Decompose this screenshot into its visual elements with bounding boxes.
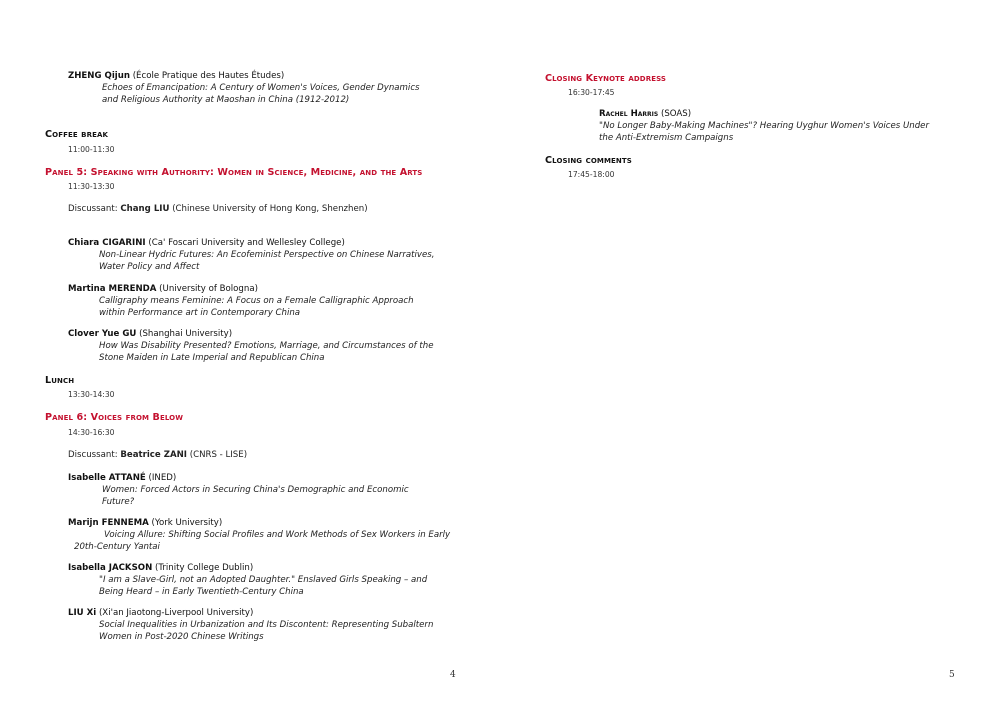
- closing-keynote-heading: Closing Keynote address: [545, 73, 667, 84]
- speaker-affiliation: (University of Bologna): [156, 284, 258, 294]
- speaker-entry: [68, 473, 176, 483]
- talk-title-line: "No Longer Baby-Making Machines"? Hearing Uyghur Women's Voices Under: [599, 121, 929, 131]
- speaker-affiliation: (SOAS): [658, 109, 692, 119]
- discussant-name: Beatrice ZANI: [120, 450, 187, 460]
- talk-title-line: Stone Maiden in Late Imperial and Republican China: [99, 353, 325, 363]
- talk-title-line: 20th-Century Yantai: [74, 542, 160, 552]
- talk-title-line: "I am a Slave-Girl, not an Adopted Daughter." Enslaved Girls Speaking – and: [99, 575, 428, 585]
- talk-title-line: Women: Forced Actors in Securing China's Demographic and Economic: [102, 485, 409, 495]
- talk-title-line: Echoes of Emancipation: A Century of Women's Voices, Gender Dynamics: [102, 83, 420, 93]
- speaker-affiliation: (Xi'an Jiaotong-Liverpool University): [96, 608, 254, 618]
- speaker-name: ZHENG Qijun: [68, 71, 130, 81]
- speaker-name: Marijn FENNEMA: [68, 518, 149, 528]
- speaker-entry: [68, 563, 253, 573]
- speaker-name: Isabelle ATTANÉ: [68, 473, 146, 483]
- page-number: 5: [949, 670, 955, 680]
- talk-title-line: Being Heard – in Early Twentieth-Century China: [99, 587, 304, 597]
- talk-title-line: How Was Disability Presented? Emotions, Marriage, and Circumstances of the: [99, 341, 434, 351]
- closing-comments-heading: Closing comments: [545, 155, 632, 166]
- talk-title-line: Water Policy and Affect: [99, 262, 200, 272]
- page-number: 4: [450, 670, 456, 680]
- talk-title-line: Social Inequalities in Urbanization and Its Discontent: Representing Subaltern: [99, 620, 434, 630]
- coffee-break-time: 11:00-11:30: [68, 145, 115, 154]
- speaker-entry: [68, 608, 253, 618]
- speaker-affiliation: (École Pratique des Hautes Études): [129, 71, 285, 81]
- right-page: [500, 0, 1000, 709]
- talk-title-line: Non-Linear Hydric Futures: An Ecofeminist Perspective on Chinese Narratives,: [99, 250, 435, 260]
- panel-5-discussant: [68, 204, 368, 214]
- speaker-name: Martina MERENDA: [68, 284, 157, 294]
- talk-title-line: Women in Post-2020 Chinese Writings: [99, 632, 264, 642]
- lunch-time: 13:30-14:30: [68, 390, 115, 399]
- speaker-entry: [68, 329, 232, 339]
- talk-title-line: within Performance art in Contemporary China: [99, 308, 301, 318]
- discussant-affiliation: (Chinese University of Hong Kong, Shenzhen): [169, 204, 368, 214]
- talk-title-line: Future?: [102, 497, 135, 507]
- speaker-affiliation: (Ca' Foscari University and Wellesley College): [145, 238, 345, 248]
- speaker-affiliation: (York University): [148, 518, 223, 528]
- speaker-entry: [68, 238, 345, 248]
- discussant-affiliation: (CNRS - LISE): [186, 450, 248, 460]
- speaker-name: LIU Xi: [68, 608, 97, 618]
- keynote-speaker: [599, 109, 691, 119]
- panel-5-time: 11:30-13:30: [68, 182, 115, 191]
- speaker-name-zheng: [68, 71, 284, 81]
- closing-comments-time: 17:45-18:00: [568, 170, 615, 179]
- talk-title-line: Calligraphy means Feminine: A Focus on a Female Calligraphic Approach: [99, 296, 414, 306]
- speaker-affiliation: (INED): [145, 473, 177, 483]
- coffee-break-heading: Coffee break: [45, 129, 109, 140]
- speaker-name: Clover Yue GU: [68, 329, 137, 339]
- panel-5-heading: Panel 5: Speaking with Authority: Women in Science, Medicine, and the Arts: [45, 167, 423, 178]
- panel-6-time: 14:30-16:30: [68, 428, 115, 437]
- panel-6-discussant: [68, 450, 247, 460]
- panel-6-heading: Panel 6: Voices from Below: [45, 412, 184, 423]
- speaker-entry: [68, 284, 258, 294]
- speaker-entry: [68, 518, 222, 528]
- discussant-label: Discussant:: [68, 450, 121, 460]
- discussant-label: Discussant:: [68, 204, 121, 214]
- talk-title-line: Voicing Allure: Shifting Social Profiles and Work Methods of Sex Workers in Early: [104, 530, 451, 540]
- speaker-affiliation: (Shanghai University): [136, 329, 233, 339]
- talk-title-line: and Religious Authority at Maoshan in China (1912-2012): [102, 95, 350, 105]
- closing-keynote-time: 16:30-17:45: [568, 88, 615, 97]
- talk-title-line: the Anti-Extremism Campaigns: [599, 133, 734, 143]
- discussant-name: Chang LIU: [120, 204, 170, 214]
- speaker-name: Rachel Harris: [599, 109, 659, 119]
- speaker-affiliation: (Trinity College Dublin): [152, 563, 254, 573]
- speaker-name: Chiara CIGARINI: [68, 238, 146, 248]
- speaker-name: Isabella JACKSON: [68, 563, 153, 573]
- lunch-heading: Lunch: [45, 375, 75, 386]
